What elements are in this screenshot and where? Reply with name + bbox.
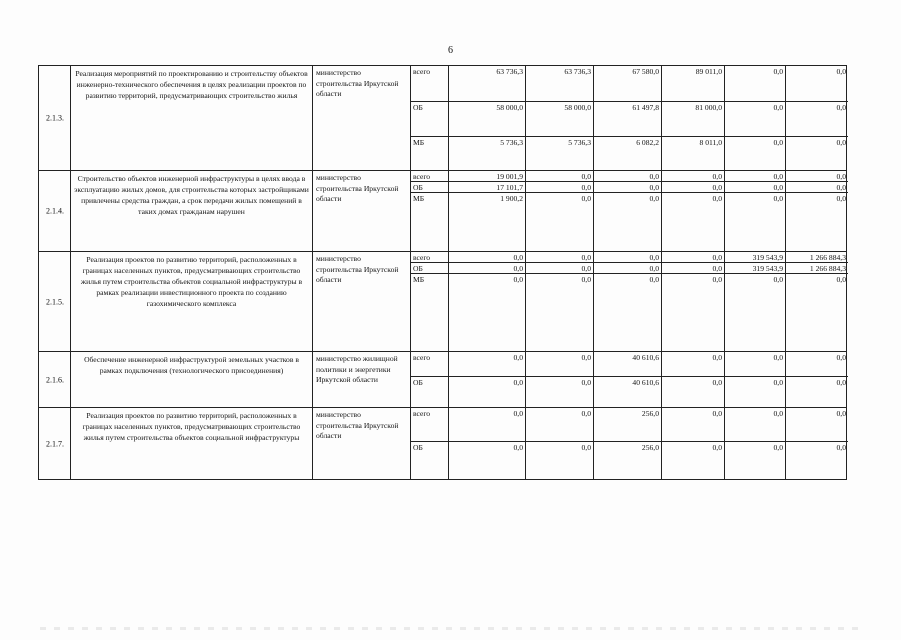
amount-year-2: 0,0 <box>526 408 594 441</box>
funding-source: ОБ <box>411 263 449 273</box>
responsible-executor: министерство жилищной политики и энергетики Иркутской области <box>316 354 398 384</box>
financing-subrow <box>411 377 848 407</box>
amount-year-6: 0,0 <box>836 275 846 284</box>
financing-cell <box>411 66 848 170</box>
funding-source: ОБ <box>411 442 449 479</box>
amount-year-3: 256,0 <box>594 442 662 479</box>
amount-year-5: 0,0 <box>725 352 786 376</box>
amount-year-1: 0,0 <box>449 408 526 441</box>
funding-source: всего <box>411 352 449 376</box>
activity-name: Строительство объектов инженерной инфраструктуры в целях ввода в эксплуатацию жилых домов, для строительства которых застройщиками привлечены средства граждан, а срок передачи жилых помещений в таких домах гражданам нарушен <box>74 174 309 216</box>
amount-year-6: 0,0 <box>836 138 846 147</box>
amount-year-5: 319 543,9 <box>725 252 786 262</box>
funding-source: МБ <box>411 274 449 351</box>
row-number-cell <box>39 252 71 351</box>
activity-name-cell <box>71 408 313 479</box>
activity-name-cell <box>71 352 313 407</box>
funding-source: МБ <box>411 137 449 170</box>
amount-year-4: 0,0 <box>662 171 725 181</box>
row-number: 2.1.4. <box>46 206 64 216</box>
amount-year-4: 0,0 <box>662 182 725 192</box>
activity-name: Реализация проектов по развитию территорий, расположенных в границах населенных пунктов, предусматривающих строительство жилья путем строительства объектов социальной инфраструктуры в рамках реализации инвестиционного проекта по созданию газохимического комплекса <box>80 255 303 308</box>
amount-year-5: 0,0 <box>725 408 786 441</box>
amount-year-3: 0,0 <box>594 263 662 273</box>
financing-subrow <box>411 442 848 479</box>
amount-year-5: 319 543,9 <box>725 263 786 273</box>
amount-year-4: 0,0 <box>662 408 725 441</box>
financing-subrow <box>411 182 848 193</box>
amount-year-5: 0,0 <box>725 193 786 251</box>
amount-year-5: 0,0 <box>725 274 786 351</box>
page-number: 6 <box>448 45 453 56</box>
amount-year-2: 5 736,3 <box>526 137 594 170</box>
amount-year-6: 0,0 <box>836 378 846 387</box>
amount-year-4: 0,0 <box>662 193 725 251</box>
amount-year-2: 63 736,3 <box>526 66 594 101</box>
funding-source: всего <box>411 408 449 441</box>
row-number-cell <box>39 171 71 251</box>
amount-year-2: 0,0 <box>526 352 594 376</box>
financing-subrow <box>411 352 848 377</box>
responsible-executor: министерство строительства Иркутской области <box>316 410 399 440</box>
funding-source: ОБ <box>411 182 449 192</box>
row-number-cell <box>39 408 71 479</box>
amount-year-6: 0,0 <box>836 172 846 181</box>
row-number: 2.1.3. <box>46 113 64 123</box>
amount-year-2: 0,0 <box>526 377 594 407</box>
financing-subrow <box>411 263 848 274</box>
amount-year-6: 0,0 <box>836 353 846 362</box>
financing-subrow <box>411 102 848 137</box>
amount-year-3: 61 497,8 <box>594 102 662 136</box>
amount-year-1: 0,0 <box>449 252 526 262</box>
financing-subrow <box>411 252 848 263</box>
amount-year-4: 89 011,0 <box>662 66 725 101</box>
amount-year-6: 1 266 884,3 <box>809 264 846 273</box>
responsible-executor: министерство строительства Иркутской области <box>316 254 399 284</box>
table-row <box>38 65 847 171</box>
amount-year-2: 0,0 <box>526 274 594 351</box>
activity-name-cell <box>71 252 313 351</box>
amount-year-1: 63 736,3 <box>449 66 526 101</box>
amount-year-6: 0,0 <box>836 103 846 112</box>
row-number: 2.1.6. <box>46 375 64 384</box>
financing-subrow <box>411 66 848 102</box>
amount-year-1: 17 101,7 <box>449 182 526 192</box>
amount-year-3: 67 580,0 <box>594 66 662 101</box>
amount-year-1: 0,0 <box>449 274 526 351</box>
responsible-cell <box>313 171 411 251</box>
amount-year-3: 40 610,6 <box>594 352 662 376</box>
amount-year-2: 0,0 <box>526 263 594 273</box>
amount-year-3: 0,0 <box>594 274 662 351</box>
funding-source: всего <box>411 171 449 181</box>
table-row <box>38 407 847 480</box>
row-number: 2.1.5. <box>46 297 64 306</box>
financing-cell <box>411 252 848 351</box>
financing-subrow <box>411 193 848 251</box>
row-number: 2.1.7. <box>46 439 64 448</box>
activity-name: Обеспечение инженерной инфраструктурой земельных участков в рамках подключения (технологического присоединения) <box>84 355 299 375</box>
amount-year-6: 0,0 <box>836 409 846 418</box>
financing-subrow <box>411 137 848 170</box>
amount-year-6: 0,0 <box>836 183 846 192</box>
amount-year-5: 0,0 <box>725 137 786 170</box>
responsible-cell <box>313 252 411 351</box>
table-row <box>38 170 847 252</box>
amount-year-4: 0,0 <box>662 252 725 262</box>
funding-source: ОБ <box>411 377 449 407</box>
amount-year-3: 0,0 <box>594 182 662 192</box>
amount-year-5: 0,0 <box>725 182 786 192</box>
amount-year-6: 0,0 <box>836 67 846 76</box>
amount-year-4: 0,0 <box>662 352 725 376</box>
amount-year-4: 0,0 <box>662 377 725 407</box>
scan-artifact <box>40 627 860 630</box>
amount-year-5: 0,0 <box>725 442 786 479</box>
financing-subrow <box>411 408 848 442</box>
financing-cell <box>411 352 848 407</box>
table-row <box>38 251 847 352</box>
amount-year-3: 40 610,6 <box>594 377 662 407</box>
financing-subrow <box>411 171 848 182</box>
responsible-cell <box>313 352 411 407</box>
amount-year-4: 81 000,0 <box>662 102 725 136</box>
amount-year-1: 0,0 <box>449 263 526 273</box>
amount-year-6: 1 266 884,3 <box>809 253 846 262</box>
amount-year-1: 0,0 <box>449 377 526 407</box>
amount-year-3: 256,0 <box>594 408 662 441</box>
financing-cell <box>411 171 848 251</box>
responsible-cell <box>313 408 411 479</box>
amount-year-5: 0,0 <box>725 102 786 136</box>
amount-year-2: 0,0 <box>526 182 594 192</box>
amount-year-5: 0,0 <box>725 66 786 101</box>
amount-year-2: 0,0 <box>526 442 594 479</box>
amount-year-3: 6 082,2 <box>594 137 662 170</box>
amount-year-2: 0,0 <box>526 171 594 181</box>
amount-year-2: 58 000,0 <box>526 102 594 136</box>
amount-year-5: 0,0 <box>725 171 786 181</box>
amount-year-1: 0,0 <box>449 442 526 479</box>
activity-name: Реализация проектов по развитию территорий, расположенных в границах населенных пунктов, предусматривающих строительство жилья путем строительства объектов социальной инфраструктуры <box>82 411 301 442</box>
amount-year-1: 19 001,9 <box>449 171 526 181</box>
amount-year-4: 8 011,0 <box>662 137 725 170</box>
amount-year-6: 0,0 <box>836 443 846 452</box>
funding-source: ОБ <box>411 102 449 136</box>
amount-year-2: 0,0 <box>526 252 594 262</box>
amount-year-4: 0,0 <box>662 263 725 273</box>
row-number-cell <box>39 66 71 170</box>
funding-source: МБ <box>411 193 449 251</box>
activity-name-cell <box>71 66 313 170</box>
responsible-executor: министерство строительства Иркутской области <box>316 68 399 98</box>
amount-year-5: 0,0 <box>725 377 786 407</box>
row-number-cell <box>39 352 71 407</box>
amount-year-1: 58 000,0 <box>449 102 526 136</box>
financing-subrow <box>411 274 848 351</box>
amount-year-3: 0,0 <box>594 252 662 262</box>
table-row <box>38 351 847 408</box>
responsible-executor: министерство строительства Иркутской области <box>316 173 399 203</box>
amount-year-1: 0,0 <box>449 352 526 376</box>
amount-year-4: 0,0 <box>662 442 725 479</box>
responsible-cell <box>313 66 411 170</box>
amount-year-1: 5 736,3 <box>449 137 526 170</box>
funding-source: всего <box>411 252 449 262</box>
activity-name: Реализация мероприятий по проектированию и строительству объектов инженерно-технического обеспечения в целях реализации проектов по развитию территорий, предусматривающих строительство жилья <box>75 69 308 100</box>
activity-name-cell <box>71 171 313 251</box>
amount-year-6: 0,0 <box>836 194 846 203</box>
amount-year-3: 0,0 <box>594 193 662 251</box>
funding-source: всего <box>411 66 449 101</box>
amount-year-1: 1 900,2 <box>449 193 526 251</box>
amount-year-3: 0,0 <box>594 171 662 181</box>
amount-year-4: 0,0 <box>662 274 725 351</box>
amount-year-2: 0,0 <box>526 193 594 251</box>
financing-cell <box>411 408 848 479</box>
